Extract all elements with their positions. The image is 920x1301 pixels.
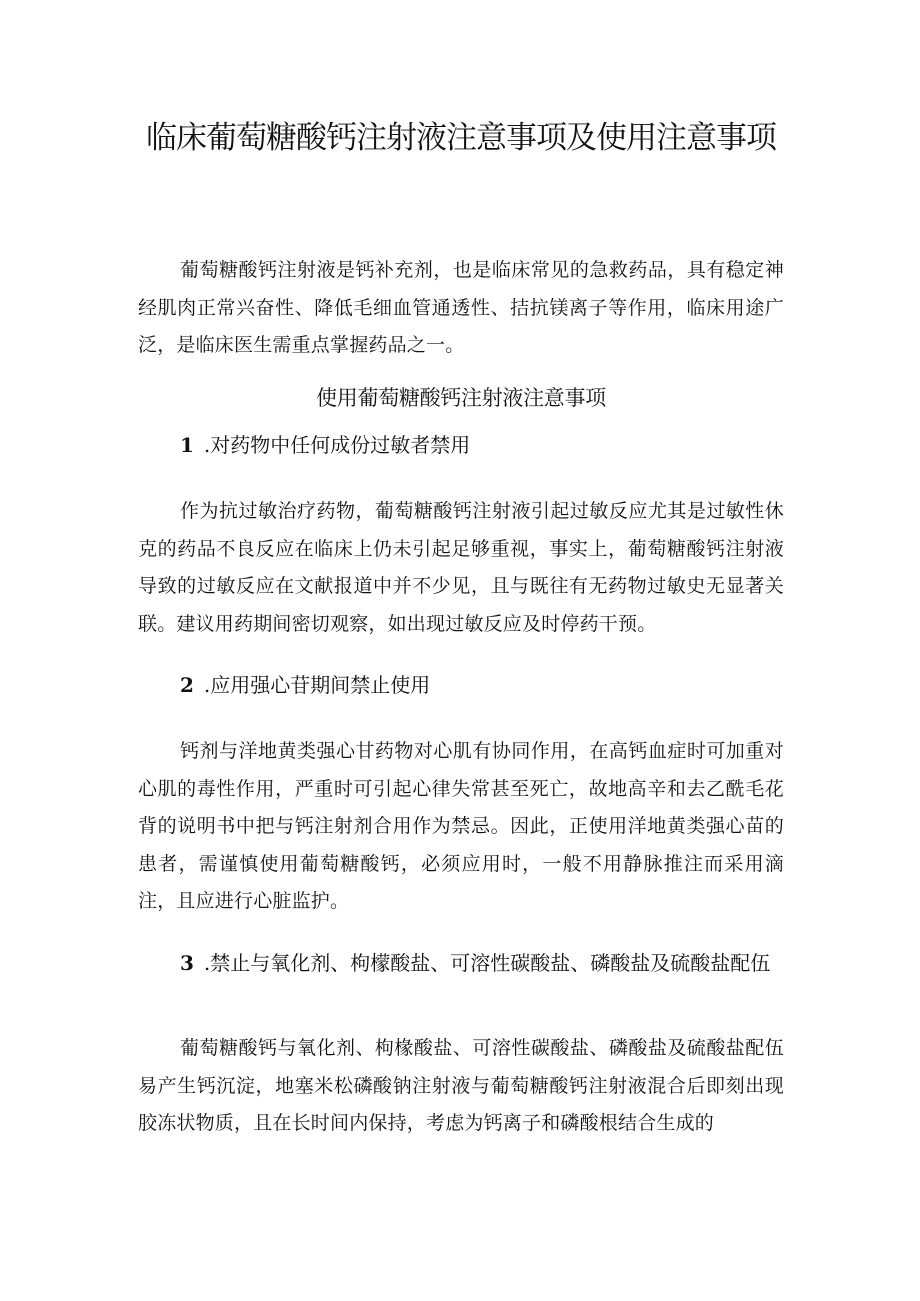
item-1-heading-text: .对药物中任何成份过敏者禁用 bbox=[203, 433, 471, 457]
item-1-body: 作为抗过敏治疗药物，葡萄糖酸钙注射液引起过敏反应尤其是过敏性休克的药品不良反应在临床上仍未引起足够重视，事实上，葡萄糖酸钙注射液导致的过敏反应在文献报道中并不少见，且与既往有无药物过敏史无显著关联。建议用药期间密切观察，如出现过敏反应及时停药干预。 bbox=[138, 500, 784, 635]
item-2-heading bbox=[138, 668, 784, 702]
item-3-number: 3 bbox=[180, 951, 194, 975]
item-1-heading bbox=[138, 428, 784, 462]
document-title: 临床葡萄糖酸钙注射液注意事项及使用注意事项 bbox=[146, 120, 776, 156]
intro-paragraph: 葡萄糖酸钙注射液是钙补充剂，也是临床常见的急救药品，具有稳定神经肌肉正常兴奋性、降低毛细血管通透性、拮抗镁离子等作用，临床用途广泛，是临床医生需重点掌握药品之一。 bbox=[138, 259, 784, 356]
item-3-body: 葡萄糖酸钙与氧化剂、枸椽酸盐、可溶性碳酸盐、磷酸盐及硫酸盐配伍易产生钙沉淀，地塞米松磷酸钠注射液与葡萄糖酸钙注射液混合后即刻出现胶冻状物质，且在长时间内保持，考虑为钙离子和磷酸根结合生成的 bbox=[138, 1037, 784, 1134]
item-1-number: 1 bbox=[180, 433, 194, 457]
section-heading: 使用葡萄糖酸钙注射液注意事项 bbox=[316, 386, 606, 410]
item-2-heading-text: .应用强心苷期间禁止使用 bbox=[203, 673, 431, 697]
item-3-heading-text: .禁止与氧化剂、枸檬酸盐、可溶性碳酸盐、磷酸盐及硫酸盐配伍 bbox=[203, 951, 771, 975]
item-2-body: 钙剂与洋地黄类强心甘药物对心肌有协同作用，在高钙血症时可加重对心肌的毒性作用，严重时可引起心律失常甚至死亡，故地高辛和去乙酰毛花背的说明书中把与钙注射剂合用作为禁忌。因此，正使用洋地黄类强心苗的患者，需谨慎使用葡萄糖酸钙，必须应用时，一般不用静脉推注而采用滴注，且应进行心脏监护。 bbox=[138, 740, 784, 912]
item-3-heading bbox=[138, 946, 784, 980]
item-2-number: 2 bbox=[180, 673, 194, 697]
